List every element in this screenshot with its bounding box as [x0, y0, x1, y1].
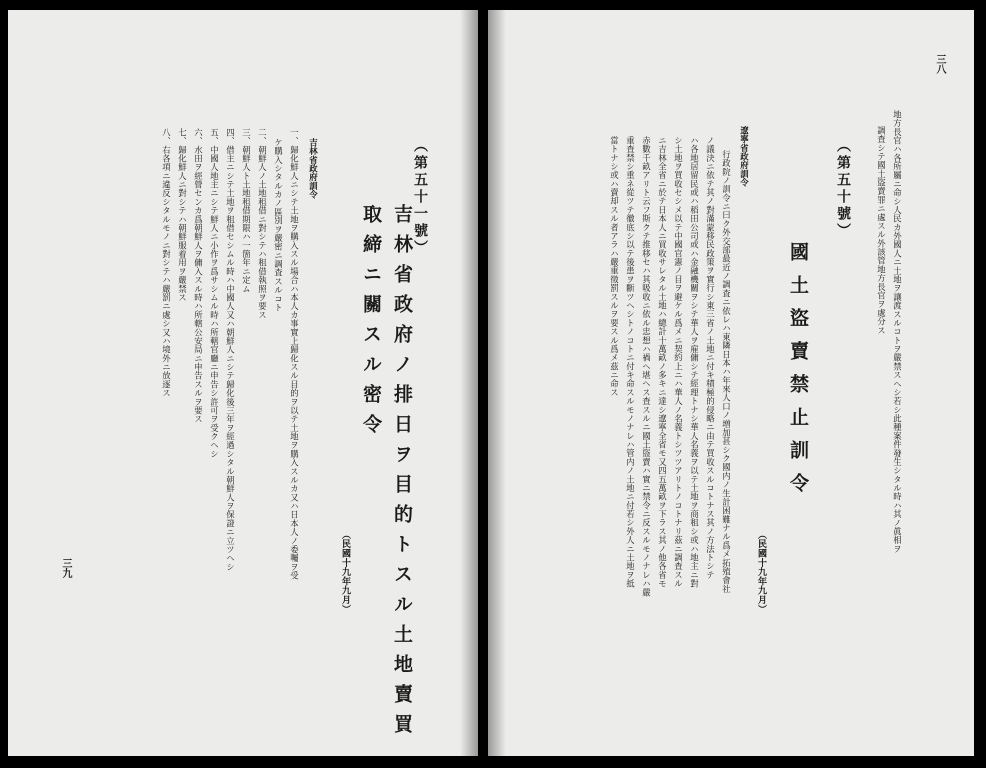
left-title-line2: 取締ニ關スル密令: [360, 204, 382, 444]
right-paragraph-line-6: 赤數千畝アリト云フ斯クテ推移セハ其吸收ニ依ル忠想ハ禍ヘ堪ヘス査スルニ國土盜賣ハ實ニ禁令ニ反スルモノナレハ嚴: [641, 136, 652, 597]
left-item-6: 六、水田ヲ經營センカ爲朝鮮人ヲ傭入スル時ハ所轄公安局ニ申告スルヲ要ス: [193, 128, 204, 424]
left-item-2: 二、朝鮮人ノ土地租借ニ對シテハ租借執照ヲ要ス: [257, 128, 268, 320]
right-paragraph-line-5: ニ吉林全省ニ於テ日本人ニ買收サレタル土地ハ總計十萬畝ノ多キニ達シ遼寧全省モ又四五萬畝ヲ下ラス其ノ他各省モ: [657, 136, 668, 588]
left-item-8: 八、右各項ニ違反シタルモノニ對シテハ嚴罰ニ處シ又ハ境外ニ放逐ス: [161, 128, 172, 398]
left-doc-number: （第五十一號）: [412, 138, 428, 257]
left-page-number: 三九: [60, 558, 71, 578]
gutter-shadow-left: [460, 10, 478, 756]
left-date: （民國十九年九月）: [340, 530, 350, 614]
right-paragraph-line-7: 重査禁シ重ネ從ツテ徹底シ以テ後患ヲ斷ツヘシトノコトニ付キ命スルモノナレハ管内ノ土地ニ付若シ外人ニ土地ヲ抵: [625, 136, 636, 588]
left-title-line1: 吉林省政府ノ排日ヲ目的トスル土地賣買: [391, 204, 413, 744]
right-title: 國土盜賣禁止訓令: [787, 242, 809, 506]
right-prev-line-1: 地方長官ハ各所屬ニ命シ人民カ外國人ニ土地ヲ讓渡スルコトヲ嚴禁スヘシ若シ此種案件發生シタル時ハ其ノ眞相ヲ: [892, 110, 903, 554]
left-item-1-cont: ケ購入シタルカノ區別ヲ嚴密ニ調査スルコト: [273, 138, 284, 312]
left-item-5: 五、中國人地主ニシテ鮮人ニ小作ヲ爲サシムル時ハ所轄官廳ニ申告シ許可ヲ受クヘシ: [209, 128, 220, 459]
left-item-3: 三、朝鮮人ト土地租借期限ハ一箇年ニ定ム: [241, 128, 252, 294]
right-paragraph-line-3: ハ各地居留民或ハ稻田公司或ハ金融機關ヲシテ華人ヲ雇傭シテ經理トナシ華人名義ヲ以テ土地ヲ商租シ或ハ地主ニ對: [689, 136, 700, 588]
right-doc-number: （第五十號）: [835, 138, 851, 240]
right-date: （民國十九年九月）: [756, 530, 766, 614]
right-paragraph-line-8: 當トナシ或ハ賣却スル者アラハ嚴重徵罰スルヲ要スル爲メ茲ニ命ス: [609, 136, 620, 397]
right-paragraph-line-1: 行政院ノ訓令ニ曰ク外交部最近ノ調査ニ依レハ東隣日本ハ年來人口ノ増加甚シク國内ノ生計困難ナル爲メ拓殖會社: [721, 150, 732, 594]
right-paragraph-line-2: ノ議決ニ依テ其ノ對滿蒙移民政策ヲ實行シ東三省ノ土地ニ付キ積極的侵略ニ由テ買收スルコトナス其ノ方法トシテ: [705, 136, 716, 580]
left-item-1: 一、歸化鮮人ニシテ土地ヲ購入スル場合ハ本人カ事實上歸化スル目的ヲ以テ土地ヲ購入スルカ又ハ日本人ノ委囑ヲ受: [289, 128, 300, 580]
right-section-label: 遼寧省政府訓令: [739, 126, 750, 187]
right-page: [488, 10, 974, 756]
right-prev-line-2: 調査シテ國土盜賣罪ニ處スル外該管地方長官ヲ處分ス: [876, 126, 887, 335]
left-section-label: 吉林省政府訓令: [308, 138, 319, 199]
gutter-shadow-right: [488, 10, 506, 756]
left-item-7: 七、歸化鮮人ニ對シテハ朝鮮服着用ヲ嚴禁ス: [177, 128, 188, 302]
left-item-4: 四、借主ニシテ土地ヲ租借セシムル時ハ中國人又ハ朝鮮人ニシテ歸化後三年ヲ經過シタル朝鮮人ヲ保證ニ立ツヘシ: [225, 128, 236, 572]
right-paragraph-line-4: シ土地ヲ買收セシメ以テ中國官憲ノ目ヲ避ケル爲メニ契約上ニハ華人ノ名義トシツツアリトノコトナリ茲ニ調査スル: [673, 136, 684, 588]
left-page: [8, 10, 478, 756]
right-page-number: 三八: [934, 54, 945, 74]
